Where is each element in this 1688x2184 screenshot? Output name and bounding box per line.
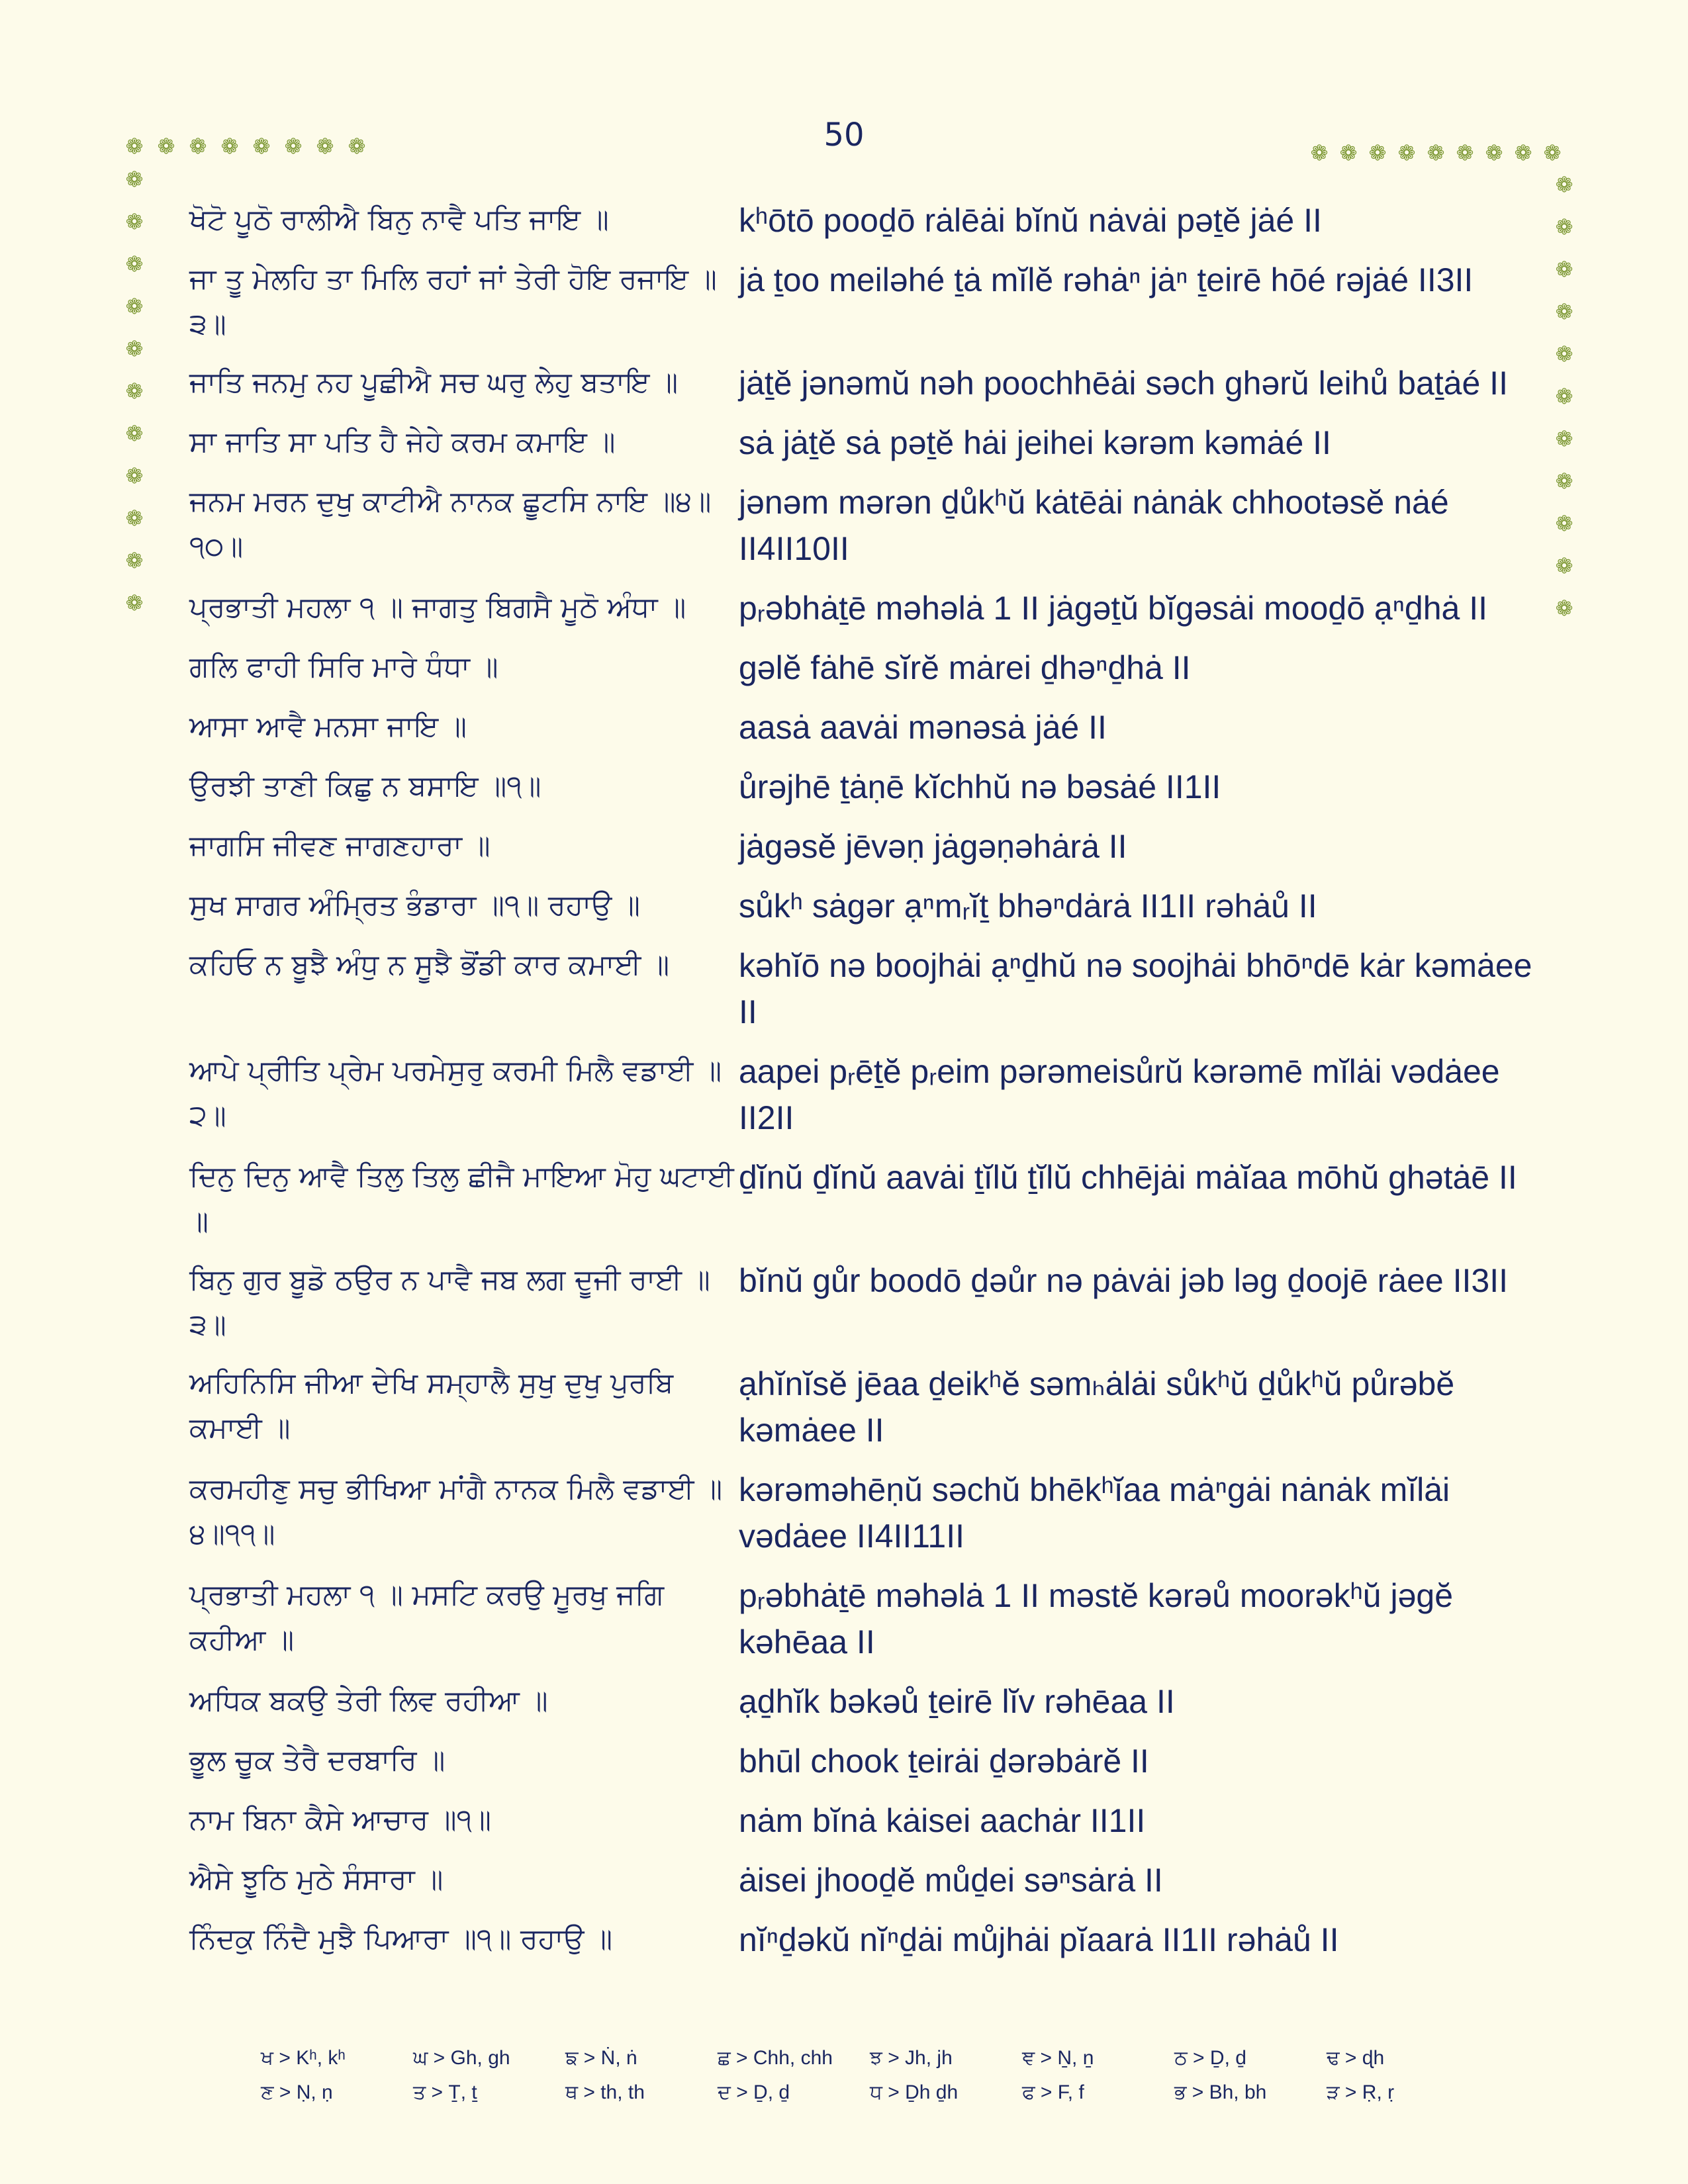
- flower-icon: ❁: [1339, 140, 1358, 165]
- verse-row: [189, 942, 1540, 1035]
- verse-row: [189, 823, 1540, 870]
- flower-icon: ❁: [189, 134, 207, 159]
- verse-row: [189, 1857, 1540, 1903]
- flower-icon: ❁: [1555, 426, 1573, 451]
- flower-icon: ❁: [284, 134, 303, 159]
- legend-item: ਞ > Ṉ, ṉ: [1022, 2047, 1094, 2069]
- flower-icon: ❁: [1555, 511, 1573, 536]
- gurmukhi-line: ਜਾ ਤੂ ਮੇਲਹਿ ਤਾ ਮਿਲਿ ਰਹਾਂ ਜਾਂ ਤੇਰੀ ਹੋਇ ਰਜਾਇ ॥੩॥: [189, 263, 717, 341]
- flower-icon: ❁: [1555, 596, 1573, 621]
- flower-icon: ❁: [252, 134, 271, 159]
- gurmukhi-line: ਕਹਿਓ ਨ ਬੂਝੈ ਅੰਧੁ ਨ ਸੂਝੈ ਭੋਂਡੀ ਕਾਰ ਕਮਾਈ ॥: [189, 948, 670, 981]
- gurmukhi-line: ਪ੍ਰਭਾਤੀ ਮਹਲਾ ੧ ॥ ਮਸਟਿ ਕਰਉ ਮੂਰਖੁ ਜਗਿ ਕਹੀਆ ॥: [189, 1578, 665, 1657]
- verse-row: [189, 645, 1540, 691]
- transliteration-line: kərəməhēṇŭ səchŭ bhēkʰĭaa mȧⁿgȧi nȧnȧk mĭlȧi vədȧee II4II11II: [739, 1471, 1450, 1555]
- verse-row: [189, 257, 1540, 347]
- flower-icon: ❁: [1514, 140, 1532, 165]
- verse-row: [189, 197, 1540, 244]
- gurmukhi-line: ਅਹਿਨਿਸਿ ਜੀਆ ਦੇਖਿ ਸਮ੍ਹਾਲੈ ਸੁਖੁ ਦੁਖੁ ਪੁਰਬਿ ਕਮਾਈ ॥: [189, 1367, 674, 1445]
- legend-item: ਙ > Ṅ, ṅ: [565, 2047, 637, 2069]
- legend-item: ਠ > Ḏ, ḏ: [1174, 2047, 1246, 2069]
- legend-row: [261, 2041, 1479, 2075]
- transliteration-line: ȧisei jhooḏĕ můḏei səⁿsȧrȧ II: [739, 1862, 1163, 1899]
- page-number: 50: [823, 116, 865, 154]
- verse-row: [189, 1154, 1540, 1244]
- gurmukhi-line: ਗਲਿ ਫਾਹੀ ਸਿਰਿ ਮਾਰੇ ਧੰਧਾ ॥: [189, 651, 498, 684]
- gurmukhi-line: ਜਾਤਿ ਜਨਮੁ ਨਹ ਪੂਛੀਐ ਸਚ ਘਰੁ ਲੇਹੁ ਬਤਾਇ ॥: [189, 366, 679, 399]
- verse-row: [189, 1361, 1540, 1453]
- flower-icon: ❁: [125, 379, 144, 404]
- flower-icon: ❁: [1485, 140, 1503, 165]
- transliteration-line: ạḏhĭk bəkəů ṯeirē lĭv rəhēaa II: [739, 1683, 1175, 1720]
- transliteration-line: bĭnŭ gůr boodō ḏəůr nə pȧvȧi jəb ləg ḏoojē rȧee II3II: [739, 1262, 1508, 1299]
- transliteration-line: jȧgəsĕ jēvəṇ jȧgəṇəhȧrȧ II: [739, 828, 1127, 865]
- gurmukhi-line: ਦਿਨੁ ਦਿਨੁ ਆਵੈ ਤਿਲੁ ਤਿਲੁ ਛੀਜੈ ਮਾਇਆ ਮੋਹੁ ਘਟਾਈ ॥: [189, 1160, 734, 1238]
- verse-row: [189, 1678, 1540, 1725]
- legend-item: ਖ > Kʰ, kʰ: [261, 2047, 346, 2069]
- transliteration-line: ůrəjhē ṯȧṇē kĭchhŭ nə bəsȧé II1II: [739, 768, 1221, 805]
- transliteration-line: sȧ jȧṯĕ sȧ pəṯĕ hȧi jeihei kərəm kəmȧé II: [739, 424, 1331, 461]
- gurmukhi-line: ਬਿਨੁ ਗੁਰ ਬੂਡੋ ਠਉਰ ਨ ਪਾਵੈ ਜਬ ਲਗ ਦੂਜੀ ਰਾਈ ॥੩॥: [189, 1263, 710, 1342]
- verse-row: [189, 479, 1540, 572]
- flower-icon: ❁: [1555, 299, 1573, 324]
- legend-item: ਫ > F, f: [1022, 2081, 1084, 2103]
- flower-icon: ❁: [125, 336, 144, 361]
- transliteration-line: pᵣəbhȧṯē məhəlȧ 1 II jȧgəṯŭ bĭgəsȧi mooḏō ạⁿḏhȧ II: [739, 590, 1488, 627]
- verse-row: [189, 1257, 1540, 1347]
- flower-icon: ❁: [220, 134, 239, 159]
- flower-icon: ❁: [125, 134, 144, 159]
- transliteration-line: sůkʰ sȧgər ạⁿmᵣĭṯ bhəⁿdȧrȧ II1II rəhȧů II: [739, 887, 1317, 925]
- gurmukhi-line: ਕਰਮਹੀਣੁ ਸਚੁ ਭੀਖਿਆ ਮਾਂਗੈ ਨਾਨਕ ਮਿਲੈ ਵਡਾਈ ॥੪॥੧੧॥: [189, 1473, 723, 1551]
- transliteration-line: jȧṯĕ jənəmŭ nəh poochhēȧi səch ghərŭ leihů baṯȧé II: [739, 365, 1508, 402]
- verse-row: [189, 1917, 1540, 1963]
- gurmukhi-line: ਆਪੇ ਪ੍ਰੀਤਿ ਪ੍ਰੇਮ ਪਰਮੇਸੁਰੁ ਕਰਮੀ ਮਿਲੈ ਵਡਾਈ ॥੨॥: [189, 1054, 722, 1132]
- verse-row: [189, 883, 1540, 929]
- gurmukhi-line: ਆਸਾ ਆਵੈ ਮਨਸਾ ਜਾਇ ॥: [189, 710, 467, 743]
- flower-icon: ❁: [125, 167, 144, 192]
- gurmukhi-line: ਸੁਖ ਸਾਗਰ ਅੰਮ੍ਰਿਤ ਭੰਡਾਰਾ ॥੧॥ ਰਹਾਉ ॥: [189, 889, 641, 922]
- gurmukhi-line: ਅਧਿਕ ਬਕਉ ਤੇਰੀ ਲਿਵ ਰਹੀਆ ॥: [189, 1684, 548, 1717]
- gurmukhi-line: ਉਰਝੀ ਤਾਣੀ ਕਿਛੁ ਨ ਬਸਾਇ ॥੧॥: [189, 770, 541, 803]
- legend-item: ਥ > th, th: [565, 2081, 645, 2103]
- verse-row: [189, 704, 1540, 751]
- gurmukhi-line: ਜਨਮ ਮਰਨ ਦੁਖੁ ਕਾਟੀਐ ਨਾਨਕ ਛੂਟਸਿ ਨਾਇ ॥੪॥੧੦॥: [189, 485, 712, 563]
- verse-row: [189, 1572, 1540, 1665]
- top-left-ornament-border: [123, 135, 368, 158]
- flower-icon: ❁: [1555, 341, 1573, 367]
- legend-item: ਛ > Chh, chh: [718, 2047, 833, 2069]
- transliteration-line: nȧm bĭnȧ kȧisei aachȧr II1II: [739, 1802, 1146, 1839]
- right-ornament-border: [1553, 173, 1575, 619]
- legend-item: ਘ > Gh, gh: [413, 2047, 510, 2069]
- verse-row: [189, 1797, 1540, 1844]
- gurmukhi-line: ਐਸੇ ਝੂਠਿ ਮੁਠੇ ਸੰਸਾਰਾ ॥: [189, 1863, 444, 1896]
- verse-row: [189, 1738, 1540, 1784]
- gurmukhi-line: ਨਾਮ ਬਿਨਾ ਕੈਸੇ ਆਚਾਰ ॥੧॥: [189, 1803, 491, 1837]
- transliteration-legend: [261, 2041, 1479, 2110]
- flower-icon: ❁: [1397, 140, 1416, 165]
- verse-row: [189, 1048, 1540, 1141]
- legend-item: ਣ > Ṇ, ṇ: [261, 2081, 333, 2103]
- top-right-ornament-border: [1308, 142, 1564, 164]
- flower-icon: ❁: [125, 209, 144, 234]
- flower-icon: ❁: [125, 506, 144, 531]
- legend-item: ਝ > Jh, jh: [870, 2047, 953, 2069]
- left-ornament-border: [123, 168, 146, 614]
- flower-icon: ❁: [1456, 140, 1474, 165]
- legend-item: ਦ > Ḏ, ḏ: [718, 2081, 790, 2103]
- gurmukhi-line: ਪ੍ਰਭਾਤੀ ਮਹਲਾ ੧ ॥ ਜਾਗਤੁ ਬਿਗਸੈ ਮੂਠੋ ਅੰਧਾ ॥: [189, 591, 686, 624]
- flower-icon: ❁: [348, 134, 366, 159]
- verse-row: [189, 420, 1540, 466]
- transliteration-line: kəhĭō nə boojhȧi ạⁿḏhŭ nə soojhȧi bhōⁿdē kȧr kəmȧee II: [739, 947, 1532, 1030]
- flower-icon: ❁: [1555, 553, 1573, 578]
- legend-item: ਧ > Ḏh ḏh: [870, 2081, 959, 2103]
- flower-icon: ❁: [1310, 140, 1329, 165]
- gurmukhi-line: ਖੋਟੋ ਪੂਠੋ ਰਾਲੀਐ ਬਿਨੁ ਨਾਵੈ ਪਤਿ ਜਾਇ ॥: [189, 203, 609, 236]
- flower-icon: ❁: [125, 548, 144, 573]
- flower-icon: ❁: [125, 294, 144, 319]
- verse-row: [189, 764, 1540, 810]
- legend-item: ਤ > Ṯ, ṯ: [413, 2081, 477, 2103]
- gurmukhi-line: ਭੂਲ ਚੂਕ ਤੇਰੈ ਦਰਬਾਰਿ ॥: [189, 1744, 445, 1777]
- flower-icon: ❁: [125, 590, 144, 615]
- flower-icon: ❁: [1555, 172, 1573, 197]
- verse-row: [189, 360, 1540, 406]
- legend-item: ੜ > Ṛ, ṛ: [1327, 2081, 1395, 2103]
- transliteration-line: aasȧ aavȧi mənəsȧ jȧé II: [739, 709, 1107, 746]
- flower-icon: ❁: [1427, 140, 1445, 165]
- verse-list: [189, 197, 1540, 1976]
- flower-icon: ❁: [157, 134, 175, 159]
- verse-row: [189, 585, 1540, 631]
- verse-row: [189, 1467, 1540, 1559]
- transliteration-line: aapei pᵣēṯĕ pᵣeim pərəmeisůrŭ kərəmē mĭlȧi vədȧee II2II: [739, 1053, 1500, 1136]
- legend-item: ਢ > ɖh: [1327, 2047, 1385, 2069]
- flower-icon: ❁: [1555, 214, 1573, 240]
- flower-icon: ❁: [1555, 469, 1573, 494]
- legend-row: [261, 2075, 1479, 2110]
- transliteration-line: jənəm mərən ḏůkʰŭ kȧtēȧi nȧnȧk chhootəsĕ nȧé II4II10II: [739, 484, 1449, 567]
- gurmukhi-line: ਸਾ ਜਾਤਿ ਸਾ ਪਤਿ ਹੈ ਜੇਹੇ ਕਰਮ ਕਮਾਇ ॥: [189, 426, 616, 459]
- transliteration-line: kʰōtō pooḏō rȧlēȧi bĭnŭ nȧvȧi pəṯĕ jȧé II: [739, 202, 1322, 239]
- gurmukhi-line: ਜਾਗਸਿ ਜੀਵਣ ਜਾਗਣਹਾਰਾ ॥: [189, 829, 491, 862]
- transliteration-line: bhūl chook ṯeirȧi ḏərəbȧrĕ II: [739, 1743, 1149, 1780]
- flower-icon: ❁: [1543, 140, 1562, 165]
- flower-icon: ❁: [1368, 140, 1387, 165]
- legend-item: ਭ > Bh, bh: [1174, 2081, 1267, 2103]
- transliteration-line: pᵣəbhȧṯē məhəlȧ 1 II məstĕ kərəů moorəkʰŭ jəgĕ kəhēaa II: [739, 1577, 1454, 1661]
- transliteration-line: ḏĭnŭ ḏĭnŭ aavȧi ṯĭlŭ ṯĭlŭ chhējȧi mȧĭaa mōhŭ ghətȧē II: [739, 1159, 1517, 1196]
- flower-icon: ❁: [125, 463, 144, 488]
- gurmukhi-line: ਨਿੰਦਕੁ ਨਿੰਦੈ ਮੁਝੈ ਪਿਆਰਾ ॥੧॥ ਰਹਾਉ ॥: [189, 1923, 613, 1956]
- flower-icon: ❁: [1555, 257, 1573, 282]
- transliteration-line: jȧ ṯoo meiləhé ṯȧ mĭlĕ rəhȧⁿ jȧⁿ ṯeirē hōé rəjȧé II3II: [739, 261, 1474, 298]
- transliteration-line: gəlĕ fȧhē sĭrĕ mȧrei ḏhəⁿḏhȧ II: [739, 649, 1191, 686]
- transliteration-line: ạhĭnĭsĕ jēaa ḏeikʰĕ səmₕȧlȧi sůkʰŭ ḏůkʰŭ půrəbĕ kəmȧee II: [739, 1365, 1455, 1449]
- flower-icon: ❁: [125, 421, 144, 446]
- transliteration-line: nĭⁿḏəkŭ nĭⁿḏȧi můjhȧi pĭaarȧ II1II rəhȧů II: [739, 1921, 1339, 1958]
- flower-icon: ❁: [316, 134, 334, 159]
- flower-icon: ❁: [1555, 384, 1573, 409]
- flower-icon: ❁: [125, 251, 144, 277]
